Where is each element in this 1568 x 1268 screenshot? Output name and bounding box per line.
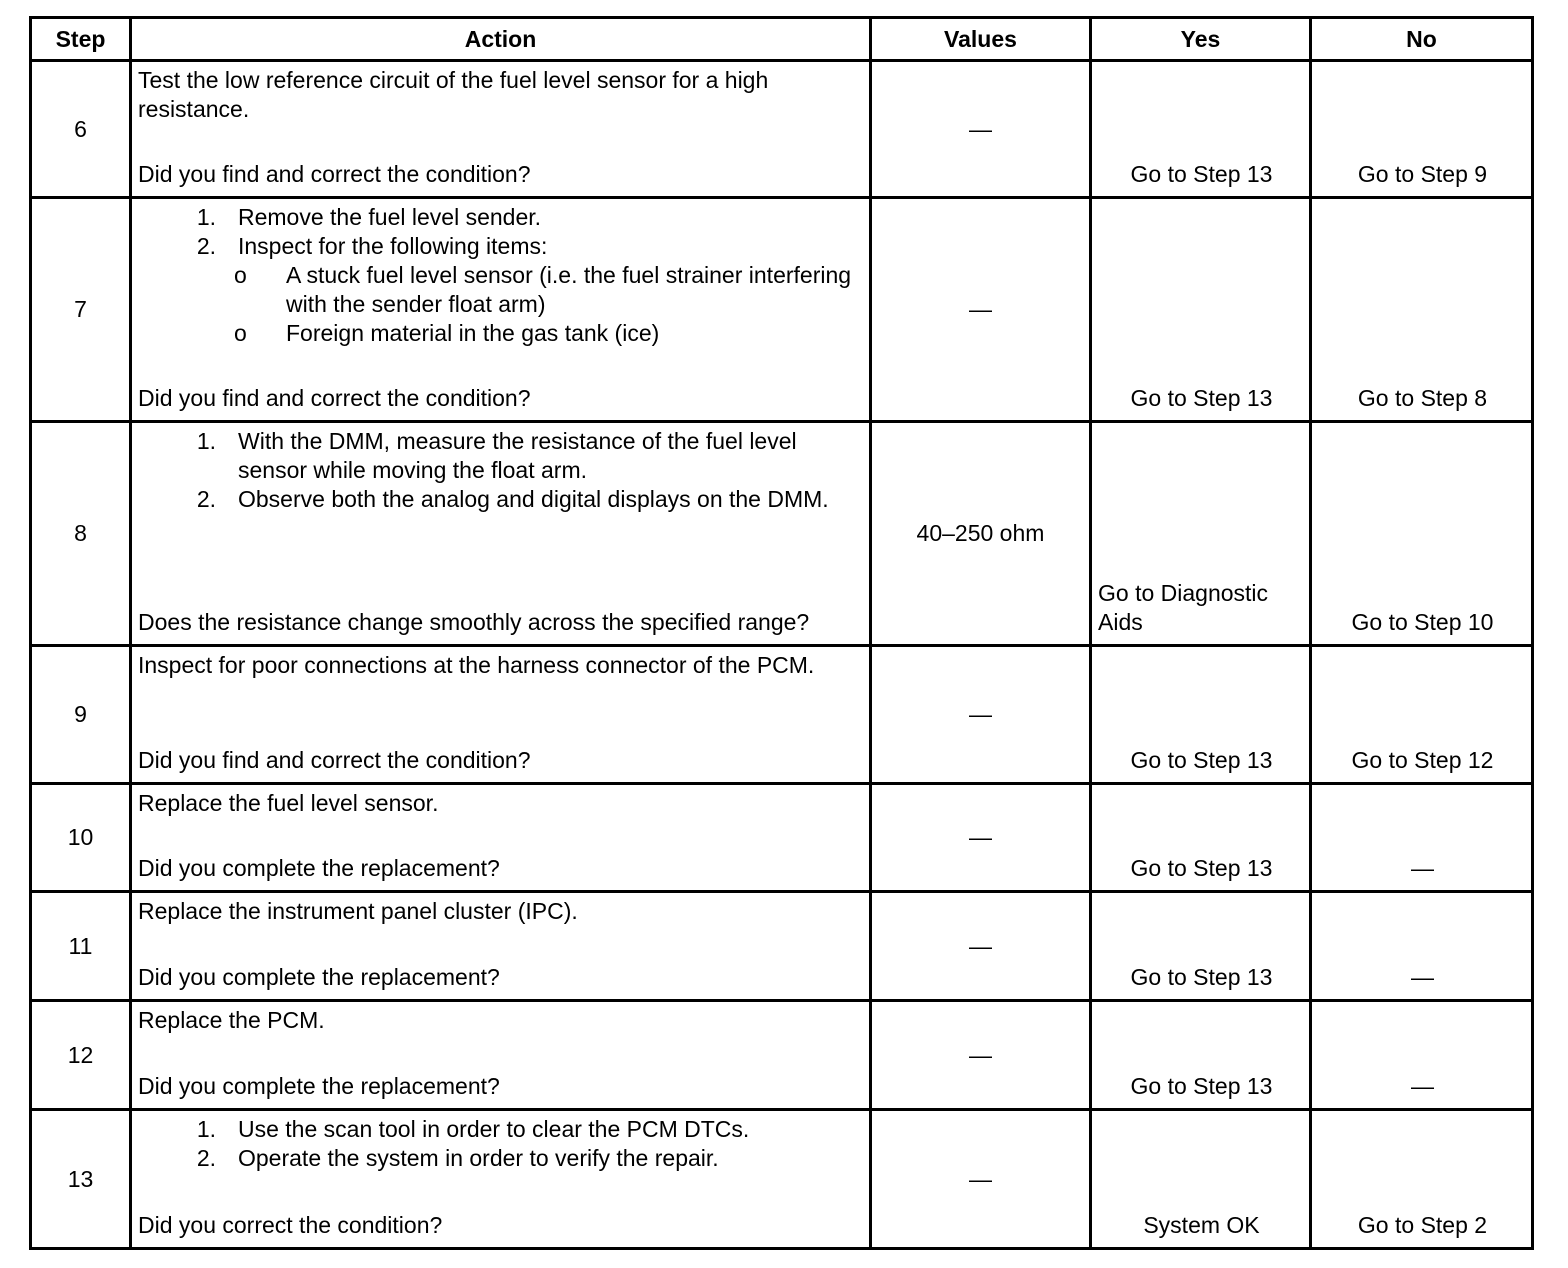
values-cell: 40–250 ohm [871,422,1091,646]
yes-cell [1091,1001,1311,1110]
step-number: 8 [31,422,131,646]
yes-cell [1091,646,1311,784]
yes-text: Go to Step 13 [1130,1073,1273,1099]
header-row [31,18,1533,61]
no-text: — [1411,855,1434,881]
list-number: 2. [196,1145,216,1171]
action-cell [131,1001,871,1110]
step-number: 6 [31,61,131,198]
no-text: Go to Step 8 [1357,385,1488,411]
numbered-list [138,1115,863,1173]
no-cell [1311,1110,1533,1249]
header-no: No [1311,18,1533,61]
bullet-list [186,261,863,348]
table-row [31,422,1533,646]
action-question: Did you correct the condition? [138,1212,443,1238]
no-cell [1311,646,1533,784]
header-action: Action [131,18,871,61]
bullet-icon: o [234,320,247,346]
step-number: 9 [31,646,131,784]
action-question: Did you complete the replacement? [138,1073,500,1099]
table-row [31,784,1533,892]
action-instruction: Replace the PCM. [138,1007,325,1033]
no-text: Go to Step 2 [1357,1212,1488,1238]
bullet-text: A stuck fuel level sensor (i.e. the fuel strainer interfering with the sender float arm) [286,262,852,317]
bullet-item [234,319,863,348]
yes-cell [1091,422,1311,646]
list-item [186,485,863,514]
no-cell [1311,198,1533,422]
action-cell [131,1110,871,1249]
action-cell [131,646,871,784]
list-item [186,1144,863,1173]
action-instruction: Inspect for poor connections at the harness connector of the PCM. [138,652,815,678]
values-cell: — [871,646,1091,784]
list-text: Inspect for the following items: [238,233,548,259]
action-instruction-list [138,203,863,348]
table-row [31,61,1533,198]
list-number: 2. [196,486,216,512]
no-text: — [1411,1073,1434,1099]
diagnostic-table [29,16,1534,1250]
list-number: 1. [196,1116,216,1142]
step-number: 10 [31,784,131,892]
yes-text: Go to Step 13 [1130,855,1273,881]
yes-cell [1091,1110,1311,1249]
list-text: Use the scan tool in order to clear the PCM DTCs. [238,1116,750,1142]
no-cell [1311,422,1533,646]
step-number: 13 [31,1110,131,1249]
values-cell: — [871,61,1091,198]
step-number: 11 [31,892,131,1001]
table-row [31,646,1533,784]
action-cell [131,61,871,198]
values-cell: — [871,198,1091,422]
no-text: — [1411,964,1434,990]
no-text: Go to Step 9 [1357,161,1488,187]
header-step: Step [31,18,131,61]
action-cell [131,892,871,1001]
no-cell [1311,892,1533,1001]
yes-text: System OK [1143,1212,1260,1238]
action-instruction-list [138,427,863,514]
bullet-icon: o [234,262,247,288]
action-instruction-list [138,1115,863,1173]
step-number: 12 [31,1001,131,1110]
list-item [186,1115,863,1144]
list-text: With the DMM, measure the resistance of the fuel level sensor while moving the float arm. [238,428,797,483]
values-cell: — [871,1110,1091,1249]
yes-text: Go to Step 13 [1130,161,1273,187]
table-row [31,892,1533,1001]
action-instruction: Replace the fuel level sensor. [138,790,439,816]
action-question: Did you find and correct the condition? [138,747,531,773]
yes-text: Go to Diagnostic Aids [1098,580,1269,635]
list-text: Remove the fuel level sender. [238,204,542,230]
list-number: 1. [196,428,216,454]
action-question: Did you find and correct the condition? [138,161,531,187]
action-cell [131,422,871,646]
yes-cell [1091,784,1311,892]
list-number: 2. [196,233,216,259]
numbered-list [138,427,863,514]
list-text: Operate the system in order to verify the repair. [238,1145,719,1171]
action-question: Did you complete the replacement? [138,855,500,881]
values-cell: — [871,1001,1091,1110]
no-text: Go to Step 10 [1351,609,1494,635]
yes-cell [1091,892,1311,1001]
no-cell [1311,61,1533,198]
values-cell: — [871,784,1091,892]
action-question: Did you find and correct the condition? [138,385,531,411]
list-item [186,427,863,485]
no-text: Go to Step 12 [1351,747,1494,773]
values-cell: — [871,892,1091,1001]
list-item [186,232,863,348]
list-item [186,203,863,232]
table-row [31,198,1533,422]
no-cell [1311,1001,1533,1110]
action-cell [131,784,871,892]
yes-cell [1091,61,1311,198]
action-question: Did you complete the replacement? [138,964,500,990]
no-cell [1311,784,1533,892]
list-number: 1. [196,204,216,230]
action-cell [131,198,871,422]
bullet-item [234,261,863,319]
yes-cell [1091,198,1311,422]
header-values: Values [871,18,1091,61]
header-yes: Yes [1091,18,1311,61]
numbered-list [138,203,863,348]
yes-text: Go to Step 13 [1130,747,1273,773]
bullet-text: Foreign material in the gas tank (ice) [286,320,660,346]
step-number: 7 [31,198,131,422]
table-row [31,1001,1533,1110]
action-instruction: Test the low reference circuit of the fuel level sensor for a high resistance. [138,67,769,122]
action-question: Does the resistance change smoothly across the specified range? [138,609,810,635]
yes-text: Go to Step 13 [1130,385,1273,411]
yes-text: Go to Step 13 [1130,964,1273,990]
table-row [31,1110,1533,1249]
action-instruction: Replace the instrument panel cluster (IPC). [138,898,578,924]
list-text: Observe both the analog and digital displays on the DMM. [238,486,829,512]
